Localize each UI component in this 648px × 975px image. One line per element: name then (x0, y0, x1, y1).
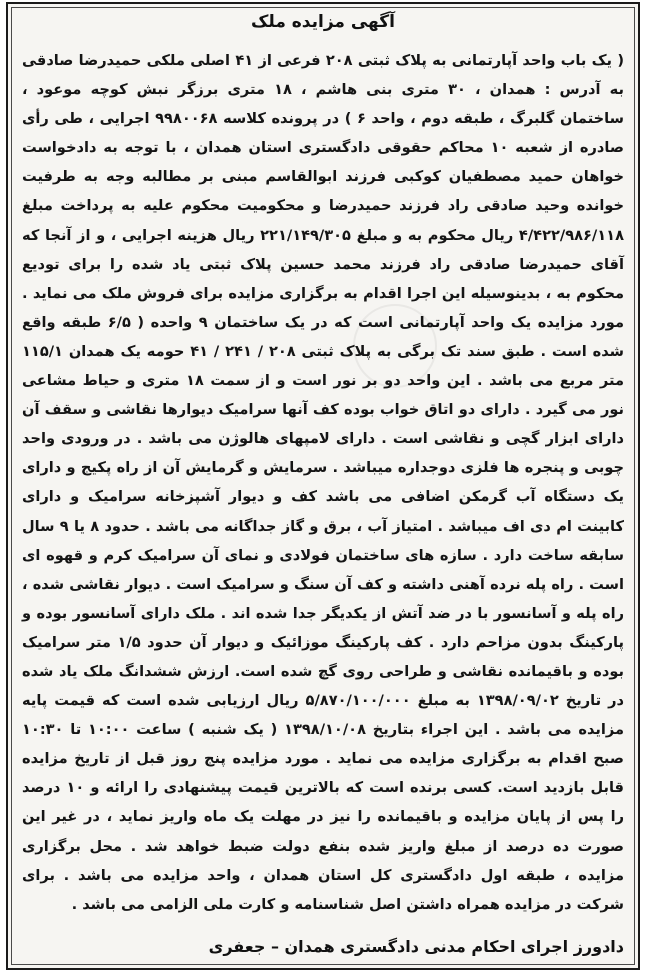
notice-body: ( یک باب واحد آپارتمانی به پلاک ثبتی ۲۰۸ فرعی از ۴۱ اصلی ملکی حمیدرضا صادقی به آدرس : همدان ، ۳۰ متری بنی هاشم ، ۱۸ متری برزگر نبش کوچه موعود ، ساختمان گلبرگ ، طبقه دوم ، واحد ۶ ) در پرونده کلاسه ۹۹۸۰۰۶۸ اجرایی ، طی رأی صادره از شعبه ۱۰ محاکم حقوقی دادگستری استان همدان ، با توجه به دادخواست خواهان حمید مصطفیان کوکبی فرزند ابوالقاسم مبنی بر مطالبه وجه به طرفیت خوانده وحید صادقی راد فرزند حمیدرضا و محکومیت محکوم علیه به پرداخت مبلغ ۴/۴۲۲/۹۸۶/۱۱۸ ریال محکوم به و مبلغ ۲۲۱/۱۴۹/۳۰۵ ریال هزینه اجرایی ، و از آنجا که آقای حمیدرضا صادقی راد فرزند محمد حسین پلاک ثبتی یاد شده را برای تودیع محکوم به ، بدینوسیله این اجرا اقدام به برگزاری مزایده برای فروش ملک می نماید . مورد مزایده یک واحد آپارتمانی است که در یک ساختمان ۹ واحده ( ۶/۵ طبقه واقع شده است . طبق سند تک برگی به پلاک ثبتی ۲۰۸ / ۲۴۱ / ۴۱ حومه یک همدان ۱۱۵/۱ متر مربع می باشد . این واحد دو بر نور است و از سمت ۱۸ متری و حیاط مشاعی نور می گیرد . دارای دو اتاق خواب بوده کف آنها سرامیک دیوارها نقاشی و سقف آن دارای ابزار گچی و نقاشی است . دارای لامپهای هالوژن می باشد . در ورودی واحد چوبی و پنجره ها فلزی دوجداره میباشد . سرمایش و گرمایش آن از راه پکیج و دارای یک دستگاه آب گرمکن اضافی می باشد کف و دیوار آشپزخانه سرامیک و دارای کابینت ام دی اف میباشد . امتیاز آب ، برق و گاز جداگانه می باشد . حدود ۸ یا ۹ سال سابقه ساخت دارد . سازه های ساختمان فولادی و نمای آن سرامیک کرم و قهوه ای است . راه پله نرده آهنی داشته و کف آن سنگ و سرامیک است . دیوار نقاشی شده ، راه پله و آسانسور با در ضد آتش از یکدیگر جدا شده اند . ملک دارای آسانسور بوده و پارکینگ بدون مزاحم دارد . کف پارکینگ موزائیک و دیوار آن حدود ۱/۵ متر سرامیک بوده و باقیمانده نقاشی و طراحی روی گچ شده است. ارزش ششدانگ ملک یاد شده در تاریخ ۱۳۹۸/۰۹/۰۲ به مبلغ ۵/۸۷۰/۱۰۰/۰۰۰ ریال ارزیابی شده است که قیمت پایه مزایده می باشد . این اجراء بتاریخ ۱۳۹۸/۱۰/۰۸ ( یک شنبه ) ساعت ۱۰:۰۰ تا ۱۰:۳۰ صبح اقدام به برگزاری مزایده می نماید . مورد مزایده پنج روز قبل از تاریخ مزایده قابل بازدید است. کسی برنده است که بالاترین قیمت پیشنهادی را ارائه و ۱۰ درصد را پس از پایان مزایده و باقیمانده را نیز در مهلت یک ماه واریز نماید ، در غیر این صورت ده درصد از مبلغ واریز شده بنفع دولت ضبط خواهد شد . محل برگزاری مزایده ، طبقه اول دادگستری کل استان همدان ، واحد مزایده می باشد . برای شرکت در مزایده همراه داشتن اصل شناسنامه و کارت ملی الزامی می باشد . (22, 52, 625, 913)
notice-frame (6, 2, 640, 970)
notice-title: آگهی مزایده ملک (250, 12, 395, 32)
notice-signature: دادورز اجرای احکام مدنی دادگستری همدان – جعفری (208, 937, 624, 956)
